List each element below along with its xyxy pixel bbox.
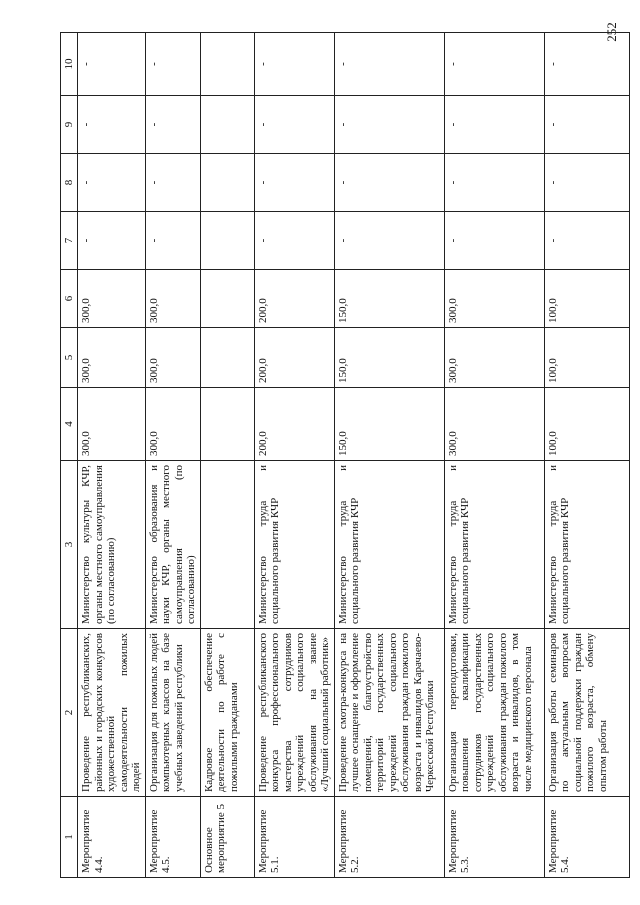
activity-name: Проведение республиканского конкурса профессионального мастерства сотрудников учреждений социального обслуживания на звание «Лучший социальный работник»: [254, 629, 334, 797]
value-cell: -: [78, 154, 146, 212]
value-cell: -: [145, 212, 200, 270]
header-cell: 10: [61, 33, 78, 96]
activity-executor: Министерство труда и социального развития КЧР: [254, 461, 334, 629]
header-cell: 6: [61, 270, 78, 328]
activity-executor: Министерство образования и науки КЧР, органы местного самоуправления (по согласованию): [145, 461, 200, 629]
header-cell: 5: [61, 328, 78, 388]
value-cell: -: [444, 33, 544, 96]
value-cell: 100,0: [544, 270, 630, 328]
value-cell: -: [78, 96, 146, 154]
value-cell: -: [78, 33, 146, 96]
value-cell: 150,0: [334, 388, 444, 461]
activity-executor: Министерство труда и социального развития КЧР: [444, 461, 544, 629]
value-cell: -: [254, 96, 334, 154]
value-cell: -: [145, 154, 200, 212]
activity-name: Проведение республиканских, районных и городских конкурсов художественной самодеятельности пожилых людей: [78, 629, 146, 797]
value-cell: -: [544, 154, 630, 212]
value-cell: -: [254, 33, 334, 96]
activity-name: Организация для пожилых людей компьютерных классов на базе учебных заведений республики: [145, 629, 200, 797]
activity-executor: Министерство труда и социального развития КЧР: [544, 461, 630, 629]
activity-name: Организация переподготовки, повышения квалификации сотрудников государственных учреждений социального обслуживания граждан пожилого возраста и инвалидов, в том числе медицинского персонала: [444, 629, 544, 797]
header-cell: 8: [61, 154, 78, 212]
value-cell: [200, 328, 254, 388]
value-cell: -: [334, 154, 444, 212]
table-row: [444, 33, 544, 878]
page-number: 252: [604, 22, 619, 42]
value-cell: 200,0: [254, 328, 334, 388]
value-cell: 300,0: [145, 328, 200, 388]
value-cell: [200, 212, 254, 270]
value-cell: -: [334, 96, 444, 154]
activity-code: Основное мероприятие 5: [200, 797, 254, 878]
activity-name: Кадровое обеспечение деятельности по работе с пожилыми гражданами: [200, 629, 254, 797]
table-row: [334, 33, 444, 878]
header-cell: 2: [61, 629, 78, 797]
header-cell: 1: [61, 797, 78, 878]
value-cell: -: [254, 212, 334, 270]
table-row: [78, 33, 146, 878]
value-cell: -: [444, 96, 544, 154]
activity-code: Мероприятие 5.2.: [334, 797, 444, 878]
activity-code: Мероприятие 5.1.: [254, 797, 334, 878]
program-activities-table: [60, 32, 630, 878]
value-cell: [200, 154, 254, 212]
header-cell: 3: [61, 461, 78, 629]
value-cell: 200,0: [254, 270, 334, 328]
header-row: [61, 33, 78, 878]
value-cell: 300,0: [145, 270, 200, 328]
value-cell: 100,0: [544, 388, 630, 461]
table-row: [200, 33, 254, 878]
value-cell: [200, 270, 254, 328]
value-cell: -: [444, 212, 544, 270]
value-cell: 300,0: [78, 270, 146, 328]
table-row: [254, 33, 334, 878]
value-cell: -: [145, 96, 200, 154]
value-cell: 300,0: [444, 328, 544, 388]
value-cell: -: [145, 33, 200, 96]
value-cell: 100,0: [544, 328, 630, 388]
value-cell: -: [334, 212, 444, 270]
value-cell: [200, 388, 254, 461]
value-cell: 300,0: [78, 388, 146, 461]
table-row: [145, 33, 200, 878]
value-cell: -: [544, 96, 630, 154]
value-cell: 150,0: [334, 270, 444, 328]
activity-name: Проведение смотра-конкурса на лучшее оснащение и оформление помещений, благоустройство территорий государственных учреждений социального обслуживания граждан пожилого возраста и инвалидов Карачаево-Черкесской Республики: [334, 629, 444, 797]
value-cell: [200, 33, 254, 96]
activity-code: Мероприятие 5.3.: [444, 797, 544, 878]
value-cell: 150,0: [334, 328, 444, 388]
value-cell: -: [544, 212, 630, 270]
value-cell: 300,0: [444, 388, 544, 461]
table-row: [544, 33, 630, 878]
activity-name: Организация работы семинаров по актуальным вопросам социальной поддержки граждан пожилого возраста, обмену опытом работы: [544, 629, 630, 797]
activity-executor: Министерство труда и социального развития КЧР: [334, 461, 444, 629]
header-cell: 9: [61, 96, 78, 154]
value-cell: 300,0: [145, 388, 200, 461]
value-cell: -: [334, 33, 444, 96]
header-cell: 4: [61, 388, 78, 461]
activity-code: Мероприятие 4.4.: [78, 797, 146, 878]
value-cell: -: [544, 33, 630, 96]
value-cell: 300,0: [444, 270, 544, 328]
activity-executor: Министерство культуры КЧР, органы местного самоуправления (по согласованию): [78, 461, 146, 629]
header-cell: 7: [61, 212, 78, 270]
value-cell: [200, 96, 254, 154]
value-cell: 200,0: [254, 388, 334, 461]
activity-code: Мероприятие 4.5.: [145, 797, 200, 878]
value-cell: 300,0: [78, 328, 146, 388]
value-cell: -: [254, 154, 334, 212]
value-cell: -: [78, 212, 146, 270]
value-cell: -: [444, 154, 544, 212]
activity-executor: [200, 461, 254, 629]
activity-code: Мероприятие 5.4.: [544, 797, 630, 878]
rotated-table-container: [60, 33, 630, 878]
